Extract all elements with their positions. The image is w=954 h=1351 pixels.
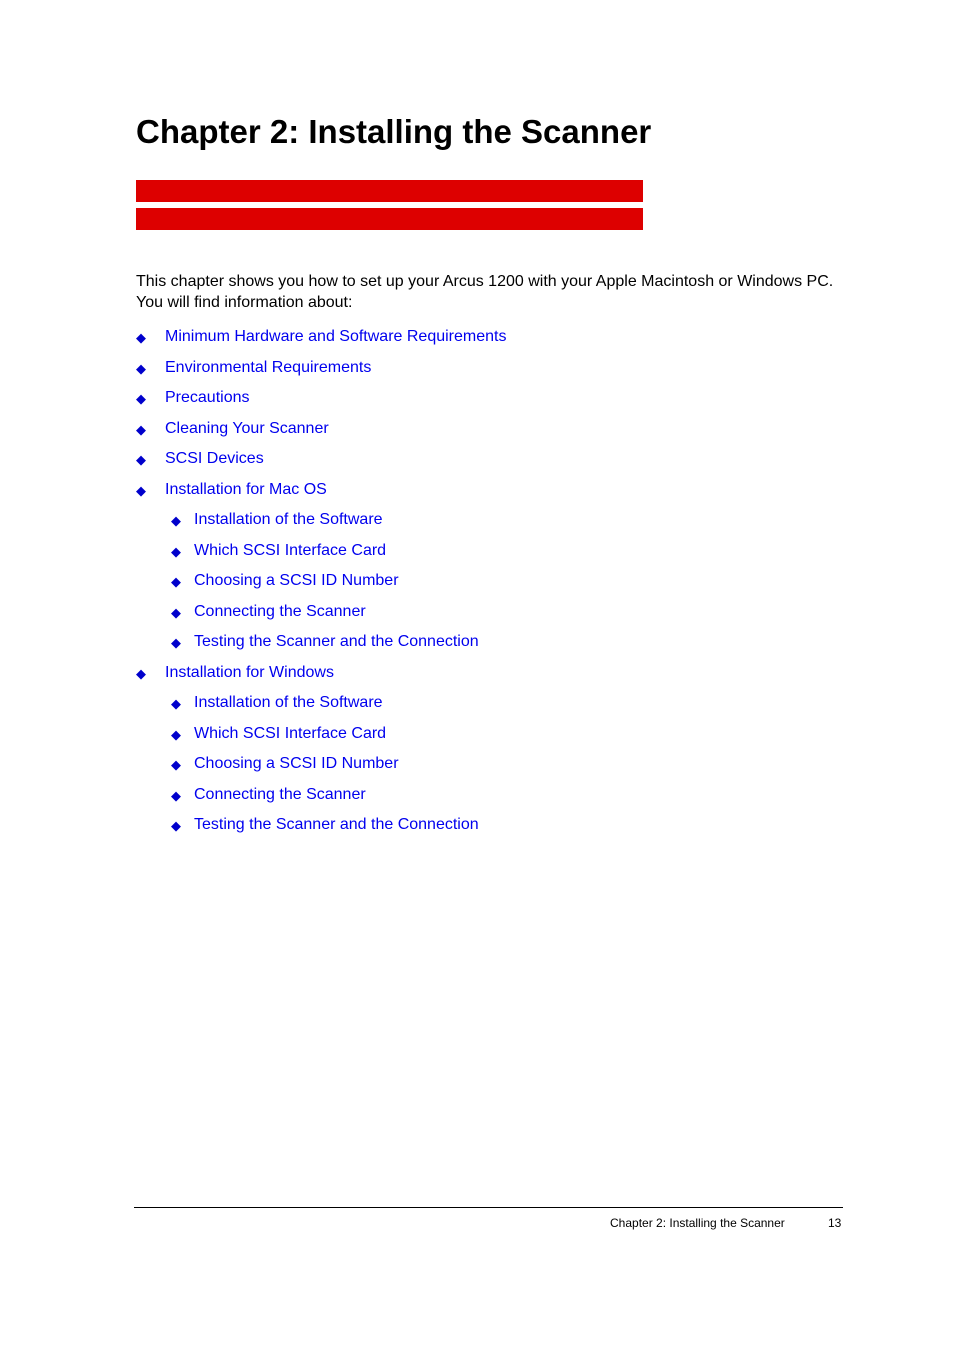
diamond-bullet-icon: ◆ — [171, 787, 181, 803]
diamond-bullet-icon: ◆ — [136, 452, 146, 467]
toc-link-precautions[interactable]: Precautions — [165, 389, 250, 406]
diamond-bullet-icon: ◆ — [136, 482, 146, 498]
toc-subitem — [0, 541, 954, 572]
toc-link-cleaning-your-scanner[interactable]: Cleaning Your Scanner — [165, 419, 329, 437]
toc-item — [0, 480, 954, 511]
chapter-contents-list — [0, 327, 954, 846]
toc-item — [0, 327, 954, 358]
toc-item — [0, 388, 954, 419]
toc-item — [0, 358, 954, 389]
footer-page-number: 13 — [828, 1216, 842, 1230]
toc-link-environmental-requirements[interactable]: Environmental Requirements — [165, 358, 372, 376]
diamond-bullet-icon: ◆ — [171, 574, 181, 589]
toc-subitem — [0, 571, 954, 602]
toc-item — [0, 419, 954, 450]
diamond-bullet-icon: ◆ — [136, 665, 146, 681]
diamond-bullet-icon: ◆ — [136, 421, 146, 437]
diamond-bullet-icon: ◆ — [171, 757, 181, 772]
diamond-bullet-icon: ◆ — [171, 513, 181, 528]
toc-link-mac-scsi-id-number[interactable]: Choosing a SCSI ID Number — [194, 572, 399, 589]
toc-link-win-connecting-scanner[interactable]: Connecting the Scanner — [194, 785, 366, 803]
toc-subitem — [0, 815, 954, 846]
toc-item — [0, 663, 954, 694]
toc-subitem — [0, 724, 954, 755]
toc-link-win-scsi-interface-card[interactable]: Which SCSI Interface Card — [194, 724, 387, 742]
page-title: Chapter 2: Installing the Scanner — [136, 113, 652, 150]
toc-subitem — [0, 632, 954, 663]
toc-subitem — [0, 602, 954, 633]
toc-link-win-installation-software[interactable]: Installation of the Software — [194, 694, 383, 711]
toc-link-installation-mac-os[interactable]: Installation for Mac OS — [165, 480, 327, 498]
toc-link-installation-windows[interactable]: Installation for Windows — [165, 663, 334, 681]
toc-subitem — [0, 510, 954, 541]
footer-divider — [134, 1207, 843, 1208]
toc-subitem — [0, 693, 954, 724]
diamond-bullet-icon: ◆ — [171, 635, 181, 650]
title-underline-bar-top — [136, 180, 643, 202]
toc-subitem — [0, 754, 954, 785]
footer-chapter-title: Chapter 2: Installing the Scanner — [610, 1216, 785, 1230]
title-underline-bar-bottom — [136, 208, 643, 230]
toc-item — [0, 449, 954, 480]
toc-link-win-testing-scanner[interactable]: Testing the Scanner and the Connection — [194, 816, 479, 833]
intro-line-1: This chapter shows you how to set up your Arcus 1200 with your Apple Macintosh or Windows PC. — [136, 273, 834, 290]
toc-link-scsi-devices[interactable]: SCSI Devices — [165, 450, 264, 467]
diamond-bullet-icon: ◆ — [171, 726, 181, 742]
intro-line-2: You will find information about: — [136, 294, 353, 311]
toc-link-mac-installation-software[interactable]: Installation of the Software — [194, 511, 383, 528]
toc-link-mac-scsi-interface-card[interactable]: Which SCSI Interface Card — [194, 541, 387, 559]
diamond-bullet-icon: ◆ — [136, 360, 146, 376]
diamond-bullet-icon: ◆ — [171, 604, 181, 620]
toc-link-mac-testing-scanner[interactable]: Testing the Scanner and the Connection — [194, 633, 479, 650]
toc-link-win-scsi-id-number[interactable]: Choosing a SCSI ID Number — [194, 755, 399, 772]
intro-paragraph — [136, 271, 856, 313]
toc-link-hardware-software-requirements[interactable]: Minimum Hardware and Software Requirements — [165, 328, 507, 345]
toc-subitem — [0, 785, 954, 816]
diamond-bullet-icon: ◆ — [171, 543, 181, 559]
toc-link-mac-connecting-scanner[interactable]: Connecting the Scanner — [194, 602, 366, 620]
diamond-bullet-icon: ◆ — [136, 391, 146, 406]
diamond-bullet-icon: ◆ — [136, 330, 146, 345]
diamond-bullet-icon: ◆ — [171, 818, 181, 833]
diamond-bullet-icon: ◆ — [171, 696, 181, 711]
